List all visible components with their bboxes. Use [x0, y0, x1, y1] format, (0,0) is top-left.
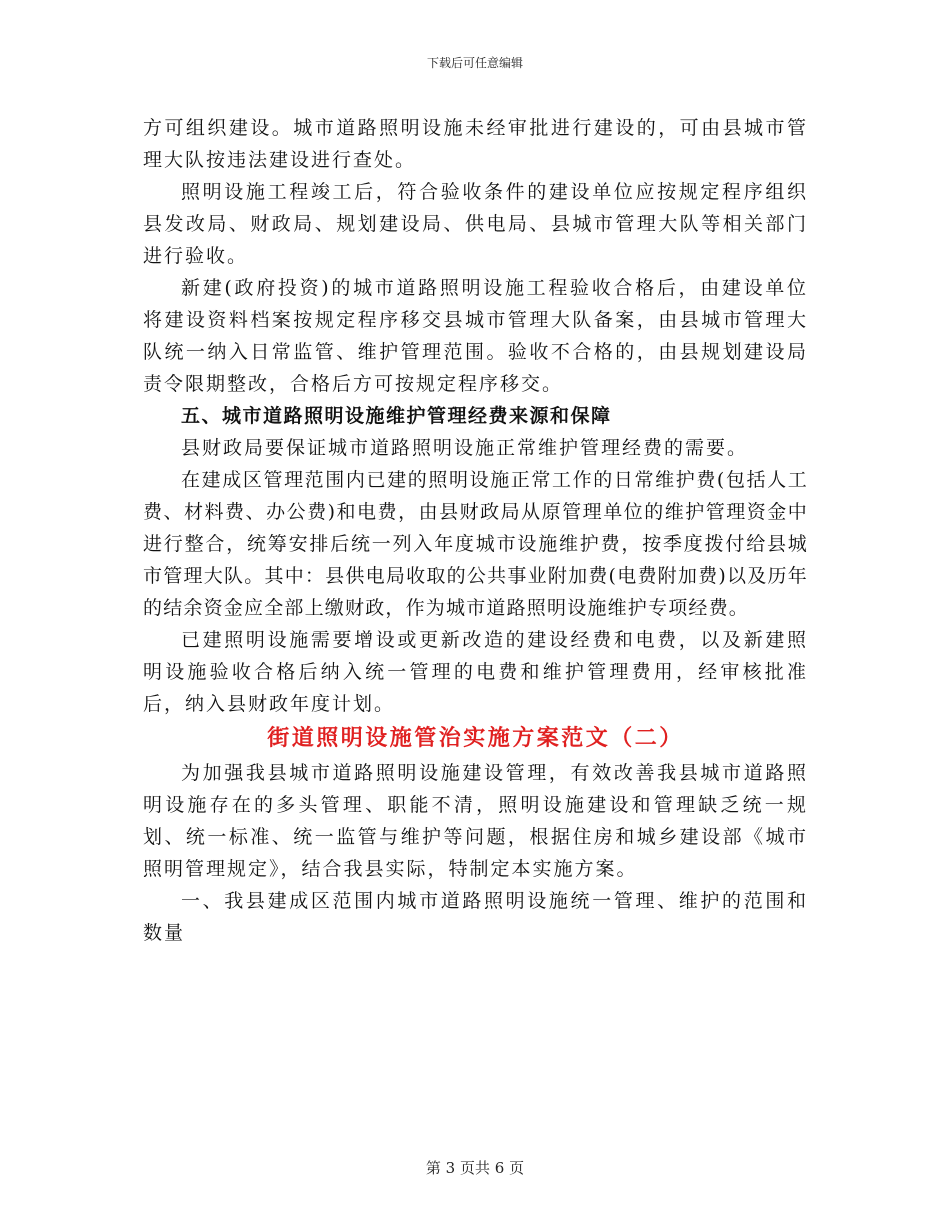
page-number: 第 3 页共 6 页: [425, 1159, 525, 1177]
document-body: [143, 112, 808, 949]
section-heading: 五、城市道路照明设施维护管理经费来源和保障: [181, 405, 612, 427]
paragraph: 在建成区管理范围内已建的照明设施正常工作的日常维护费(包括人工费、材料费、办公费)和电费，由县财政局从原管理单位的维护管理资金中进行整合，统筹安排后统一列入年度城市设施维护费，按季度拨付给县城市管理大队。其中：县供电局收取的公共事业附加费(电费附加费)以及历年的结余资金应全部上缴财政，作为城市道路照明设施维护专项经费。: [143, 469, 808, 619]
paragraph: 新建(政府投资)的城市道路照明设施工程验收合格后，由建设单位将建设资料档案按规定程序移交县城市管理大队备案，由县城市管理大队统一纳入日常监管、维护管理范围。验收不合格的，由县规划建设局责令限期整改，合格后方可按规定程序移交。: [143, 277, 808, 395]
section-heading: 一、我县建成区范围内城市道路照明设施统一管理、维护的范围和数量: [143, 890, 808, 944]
paragraph: 为加强我县城市道路照明设施建设管理，有效改善我县城市道路照明设施存在的多头管理、职能不清，照明设施建设和管理缺乏统一规划、统一标准、统一监管与维护等问题，根据住房和城乡建设部《城市照明管理规定》，结合我县实际，特制定本实施方案。: [143, 762, 808, 880]
page-header-note: 下载后可任意编辑: [426, 56, 523, 70]
paragraph: 照明设施工程竣工后，符合验收条件的建设单位应按规定程序组织县发改局、财政局、规划建设局、供电局、县城市管理大队等相关部门进行验收。: [143, 181, 808, 267]
paragraph: 方可组织建设。城市道路照明设施未经审批进行建设的，可由县城市管理大队按违法建设进行查处。: [143, 117, 808, 171]
document-title: 街道照明设施管治实施方案范文（二）: [267, 726, 684, 751]
paragraph: 县财政局要保证城市道路照明设施正常维护管理经费的需要。: [181, 437, 749, 459]
paragraph: 已建照明设施需要增设或更新改造的建设经费和电费，以及新建照明设施验收合格后纳入统一管理的电费和维护管理费用，经审核批准后，纳入县财政年度计划。: [143, 629, 808, 715]
